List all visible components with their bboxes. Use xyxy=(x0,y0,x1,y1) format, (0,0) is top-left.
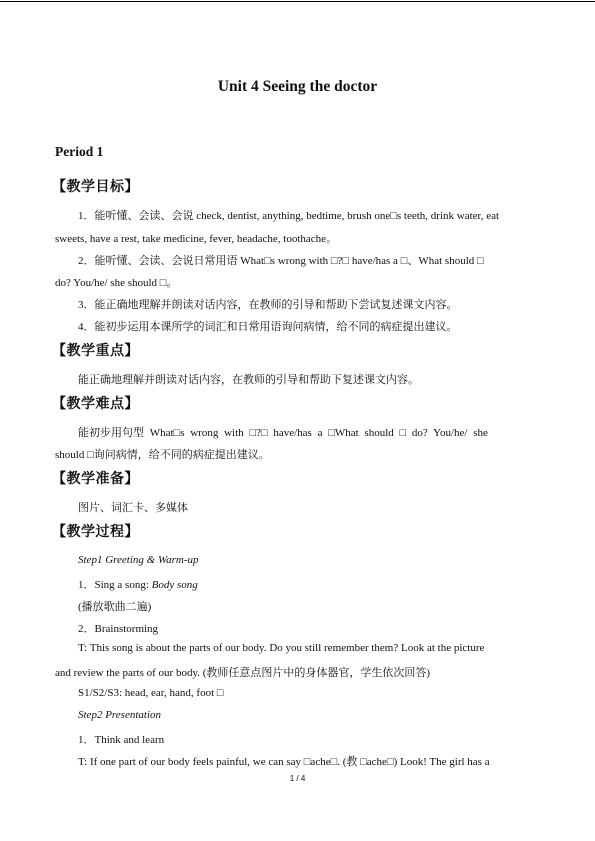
top-rule xyxy=(0,1,595,2)
section-heading-difficulties: 【教学难点】 xyxy=(52,396,139,412)
song-title: Body song xyxy=(151,579,198,591)
section-heading-objectives: 【教学目标】 xyxy=(52,179,139,195)
brainstorm-heading: 2．Brainstorming xyxy=(78,623,159,635)
difficulties-line-2: should □询问病情，给不同的病症提出建议。 xyxy=(55,449,270,461)
section-heading-process: 【教学过程】 xyxy=(52,524,139,540)
page-number: 1 / 4 xyxy=(289,774,306,783)
sing-note: (播放歌曲二遍) xyxy=(78,601,152,613)
key-points-text: 能正确地理解并朗读对话内容，在教师的引导和帮助下复述课文内容。 xyxy=(78,374,419,386)
think-learn-heading: 1．Think and learn xyxy=(78,734,165,746)
objective-3: 3．能正确地理解并朗读对话内容，在教师的引导和帮助下尝试复述课文内容。 xyxy=(78,299,458,311)
step2-heading: Step2 Presentation xyxy=(78,709,161,721)
objective-1-line-2: sweets, have a rest, take medicine, fever, headache, toothache。 xyxy=(55,233,338,245)
teacher-line-1b: and review the parts of our body. (教师任意点图片中的身体器官，学生依次回答) xyxy=(55,667,431,679)
teacher-line-2: T: If one part of our body feels painful, we can say □ache□. (教 □ache□) Look! The girl has a xyxy=(78,756,490,768)
sing-prefix: 1．Sing a song: xyxy=(78,579,152,591)
objective-2-line-2: do? You/he/ she should □。 xyxy=(55,277,178,289)
step1-heading: Step1 Greeting & Warm-up xyxy=(78,554,199,566)
period-heading: Period 1 xyxy=(55,144,104,159)
difficulties-line-1: 能初步用句型 What□s wrong with □?□ have/has a □What should □ do? You/he/ she xyxy=(78,427,488,439)
objective-2-line-1: 2．能听懂、会读、会说日常用语 What□s wrong with □?□ have/has a □、What should □ xyxy=(78,255,484,267)
teacher-line-1a: T: This song is about the parts of our body. Do you still remember them? Look at the picture xyxy=(78,642,485,654)
student-answer: S1/S2/S3: head, ear, hand, foot □ xyxy=(78,687,224,699)
objective-1-line-1: 1．能听懂、会读、会说 check, dentist, anything, bedtime, brush one□s teeth, drink water, eat xyxy=(78,210,500,222)
page-title: Unit 4 Seeing the doctor xyxy=(217,78,378,95)
preparation-text: 图片、词汇卡、多媒体 xyxy=(78,502,188,514)
section-heading-key-points: 【教学重点】 xyxy=(52,343,139,359)
section-heading-preparation: 【教学准备】 xyxy=(52,471,139,487)
objective-4: 4．能初步运用本课所学的词汇和日常用语询问病情，给不同的病症提出建议。 xyxy=(78,321,458,333)
sing-song-line xyxy=(78,576,198,592)
